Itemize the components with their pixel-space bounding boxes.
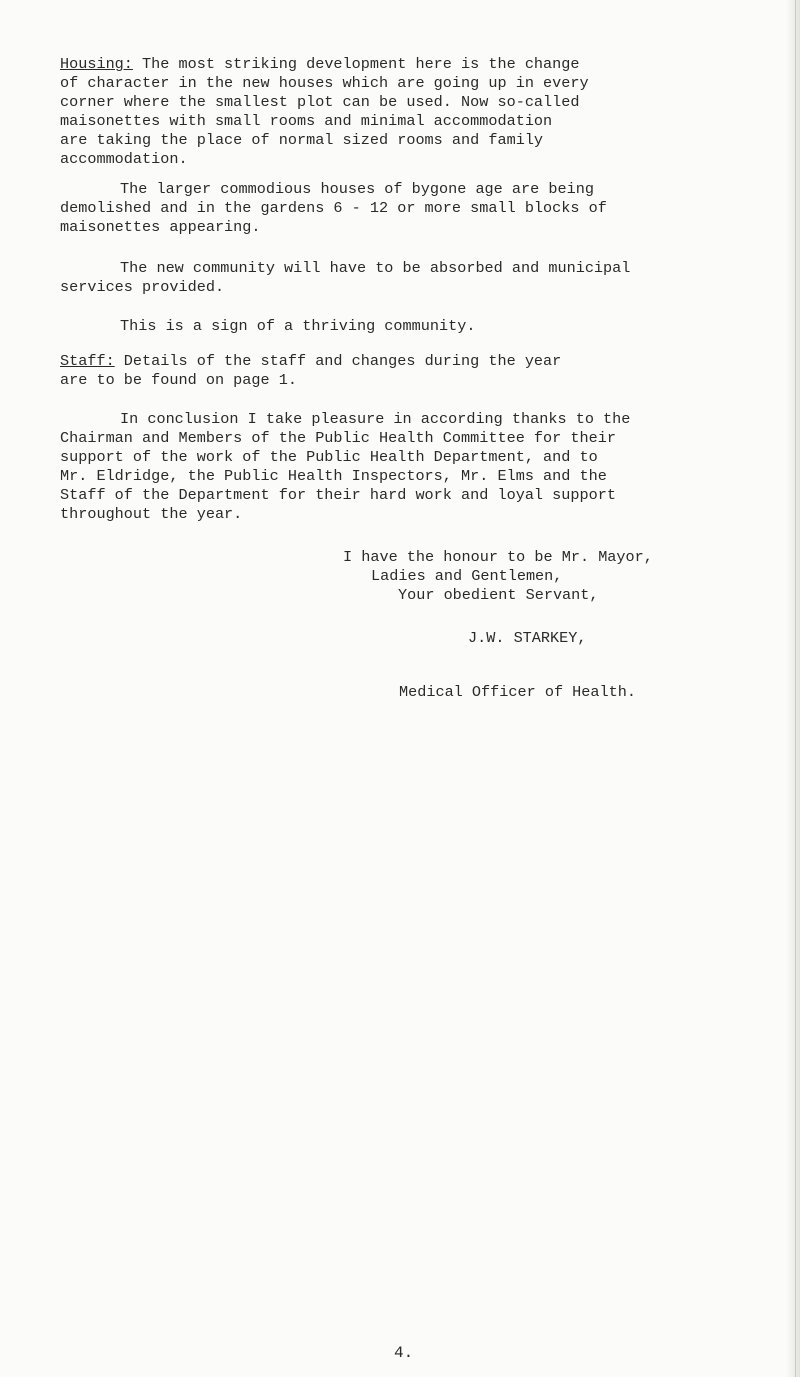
housing-line: are taking the place of normal sized rooms and family <box>60 131 544 149</box>
signature-name: J.W. STARKEY, <box>468 629 587 647</box>
housing-line: maisonettes with small rooms and minimal accommodation <box>60 112 553 130</box>
page-number: 4. <box>394 1344 414 1362</box>
larger-houses-line: demolished and in the gardens 6 - 12 or more small blocks of <box>60 199 607 217</box>
staff-heading: Staff: <box>60 352 115 370</box>
staff-line-1 <box>60 352 760 371</box>
housing-heading: Housing: <box>60 55 133 73</box>
conclusion-line: Chairman and Members of the Public Health Committee for their <box>60 429 616 447</box>
housing-line: corner where the smallest plot can be used. Now so-called <box>60 93 580 111</box>
larger-houses-line: maisonettes appearing. <box>60 218 261 236</box>
housing-line-1-text: The most striking development here is the change <box>132 55 580 73</box>
thriving-paragraph <box>60 317 760 336</box>
closing-line-3: Your obedient Servant, <box>398 586 599 604</box>
conclusion-line: Mr. Eldridge, the Public Health Inspectors, Mr. Elms and the <box>60 467 607 485</box>
larger-houses-paragraph <box>60 180 760 237</box>
conclusion-line: Staff of the Department for their hard work and loyal support <box>60 486 616 504</box>
community-line-1: The new community will have to be absorbed and municipal <box>120 259 631 277</box>
larger-houses-line-1: The larger commodious houses of bygone age are being <box>120 180 594 198</box>
community-paragraph <box>60 259 760 297</box>
signature-title: Medical Officer of Health. <box>399 683 636 701</box>
community-line: services provided. <box>60 278 225 296</box>
conclusion-line-1: In conclusion I take pleasure in according thanks to the <box>120 410 631 428</box>
conclusion-line: throughout the year. <box>60 505 243 523</box>
housing-paragraph <box>60 55 760 169</box>
housing-line: of character in the new houses which are going up in every <box>60 74 589 92</box>
housing-line-1 <box>60 55 760 74</box>
closing-line-2: Ladies and Gentlemen, <box>371 567 563 585</box>
staff-paragraph <box>60 352 760 390</box>
housing-line: accommodation. <box>60 150 188 168</box>
page-edge-shadow <box>786 0 800 1377</box>
conclusion-paragraph <box>60 410 760 524</box>
staff-line-1-text: Details of the staff and changes during the year <box>114 352 562 370</box>
conclusion-line: support of the work of the Public Health Department, and to <box>60 448 598 466</box>
closing-line-1: I have the honour to be Mr. Mayor, <box>343 548 653 566</box>
page-edge-line <box>795 0 796 1377</box>
thriving-line: This is a sign of a thriving community. <box>120 317 476 335</box>
staff-line: are to be found on page 1. <box>60 371 297 389</box>
